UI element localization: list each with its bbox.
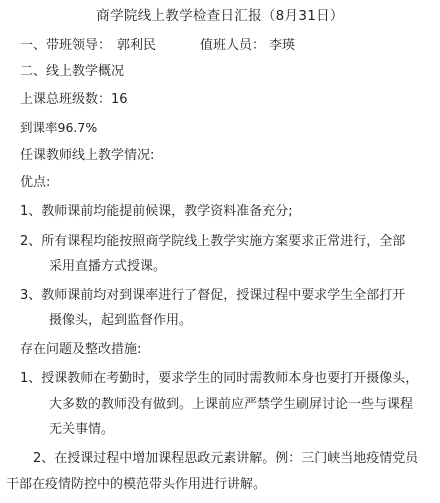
document-title: 商学院线上教学检查日汇报（8月31日） bbox=[96, 8, 344, 24]
duty-label: 值班人员： bbox=[200, 38, 266, 53]
teachers-heading: 任课教师线上教学情况: bbox=[20, 148, 155, 163]
duty-name: 李瑛 bbox=[269, 38, 296, 53]
issue-item-2: 2、在授课过程中增加课程思政元素讲解。例：三门峡当地疫情党员 bbox=[33, 451, 419, 466]
advantage-item-2-cont: 采用直播方式授课。 bbox=[49, 259, 167, 274]
advantage-item-3-cont: 摄像头，起到监督作用。 bbox=[49, 313, 193, 328]
advantage-item-1: 1、教师课前均能提前候课，教学资料准备充分; bbox=[20, 204, 293, 219]
issue-item-1-end: 无关事情。 bbox=[49, 422, 115, 437]
attendance-rate: 到课率96.7% bbox=[20, 120, 98, 135]
issues-heading: 存在问题及整改措施: bbox=[20, 342, 142, 357]
advantages-heading: 优点: bbox=[20, 175, 51, 190]
section1-row bbox=[20, 38, 295, 54]
leader-label: 一、带班领导： bbox=[20, 38, 112, 53]
total-classes: 上课总班级数：16 bbox=[20, 92, 128, 107]
issue-item-1: 1、授课教师在考勤时，要求学生的同时需教师本身也要打开摄像头， bbox=[20, 371, 419, 386]
advantage-item-2: 2、所有课程均能按照商学院线上教学实施方案要求正常进行，全部 bbox=[20, 234, 406, 249]
section2-heading: 二、线上教学概况 bbox=[20, 64, 125, 79]
leader-name: 郭利民 bbox=[117, 38, 157, 53]
advantage-item-3: 3、教师课前均对到课率进行了督促，授课过程中要求学生全部打开 bbox=[20, 288, 406, 303]
issue-item-2-cont: 干部在疫情防控中的模范带头作用进行讲解。 bbox=[6, 477, 267, 492]
issue-item-1-cont: 大多数的教师没有做到。上课前应严禁学生刷屏讨论一些与课程 bbox=[49, 397, 414, 412]
